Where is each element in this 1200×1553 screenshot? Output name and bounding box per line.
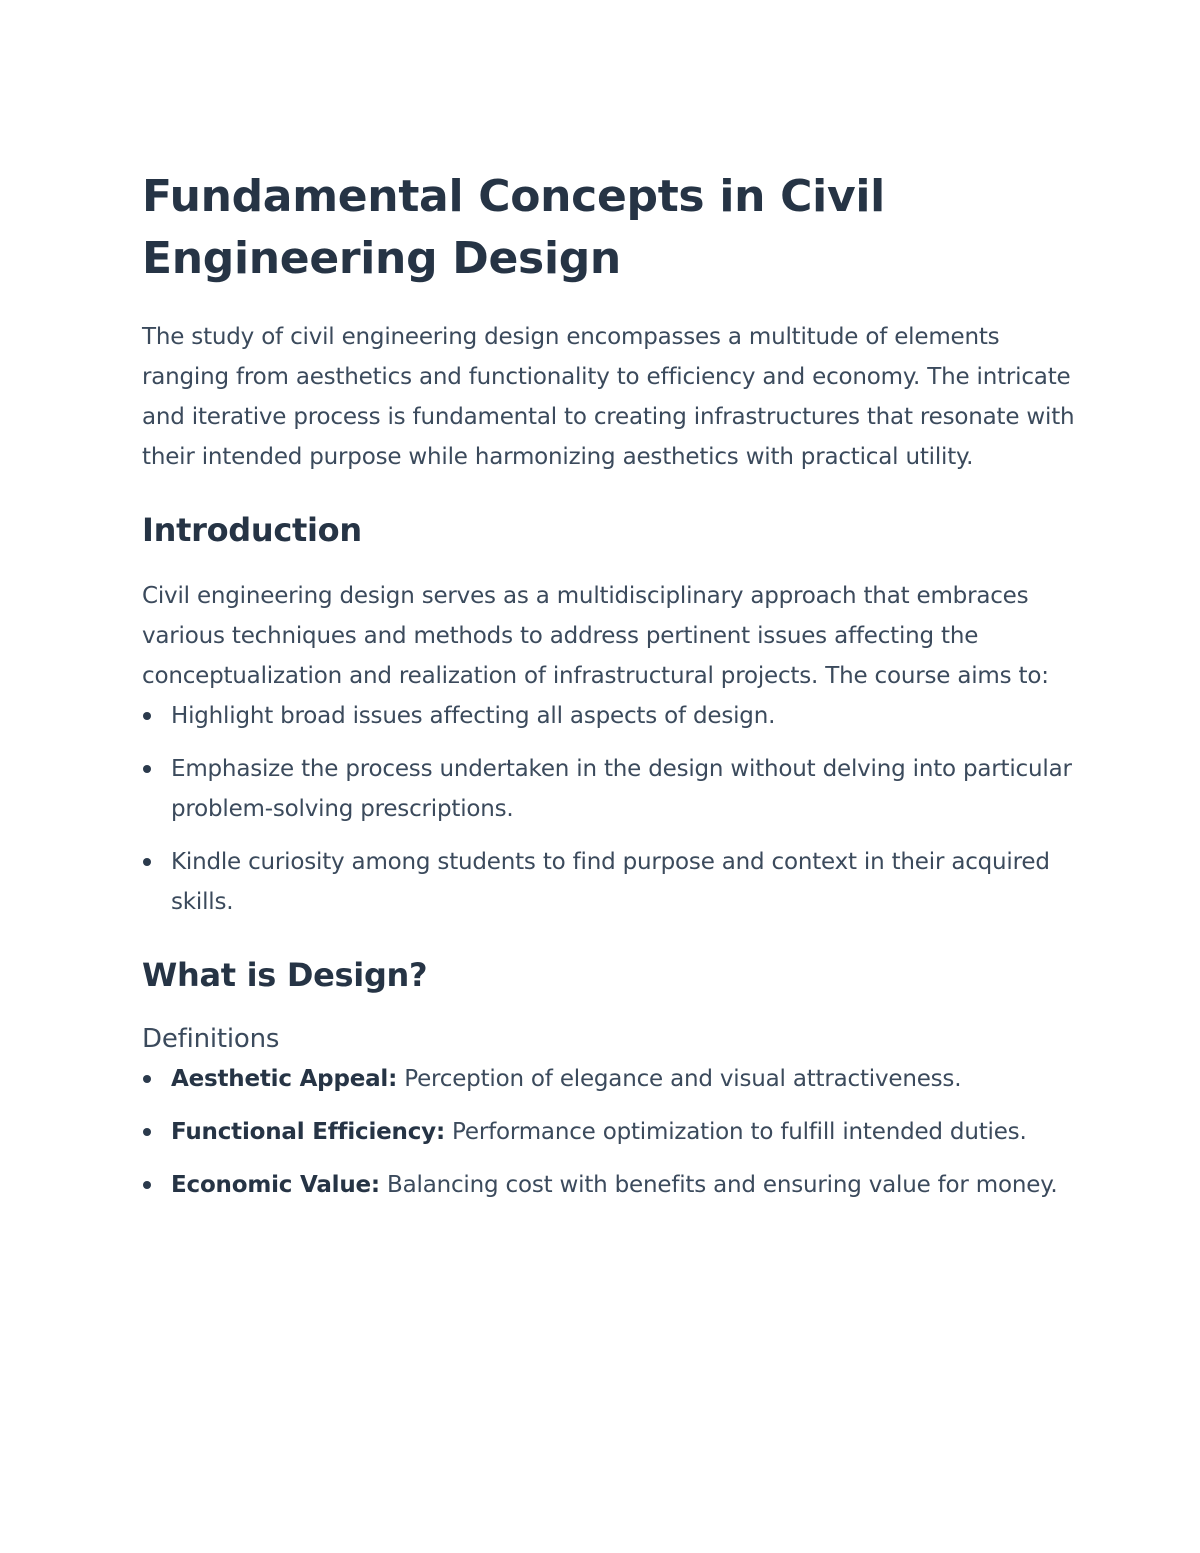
intro-paragraph: The study of civil engineering design encompasses a multitude of elements ranging from aesthetics and functionality to efficiency and economy. The intricate and iterative process is fundamental to creating infrastructures that resonate with their intended purpose while harmonizing aesthetics with practical utility.: [142, 324, 1075, 470]
list-item: [142, 1112, 1080, 1152]
introduction-paragraph: Civil engineering design serves as a multidisciplinary approach that embraces various techniques and methods to address pertinent issues affecting the conceptualization and realization of infrastructural projects. The course aims to:: [142, 583, 1049, 689]
list-item: [142, 842, 1080, 922]
course-aims-list: [142, 696, 1080, 922]
section-heading-what-is-design: What is Design?: [142, 956, 428, 994]
definitions-list: [142, 1059, 1080, 1205]
list-item: [142, 696, 1080, 736]
definition-text: Balancing cost with benefits and ensuring value for money.: [379, 1172, 1058, 1198]
list-item-text: Highlight broad issues affecting all aspects of design.: [171, 703, 776, 729]
bullet-icon: [143, 712, 151, 720]
definition-term: Functional Efficiency:: [171, 1119, 445, 1145]
bullet-icon: [143, 858, 151, 866]
document-title: Fundamental Concepts in Civil Engineering Design: [142, 171, 885, 284]
bullet-icon: [143, 1075, 151, 1083]
list-item-text: Emphasize the process undertaken in the design without delving into particular problem-solving prescriptions.: [171, 756, 1072, 822]
definition-term: Economic Value:: [171, 1172, 380, 1198]
list-item: [142, 1165, 1080, 1205]
subheading-definitions: Definitions: [142, 1024, 280, 1054]
list-item: [142, 749, 1080, 829]
list-item-text: Kindle curiosity among students to find purpose and context in their acquired skills.: [171, 849, 1050, 915]
bullet-icon: [143, 765, 151, 773]
list-item: [142, 1059, 1080, 1099]
section-heading-introduction: Introduction: [142, 511, 362, 549]
definition-term: Aesthetic Appeal:: [171, 1066, 398, 1092]
definition-text: Perception of elegance and visual attractiveness.: [397, 1066, 962, 1092]
bullet-icon: [143, 1181, 151, 1189]
bullet-icon: [143, 1128, 151, 1136]
definition-text: Performance optimization to fulfill intended duties.: [444, 1119, 1027, 1145]
